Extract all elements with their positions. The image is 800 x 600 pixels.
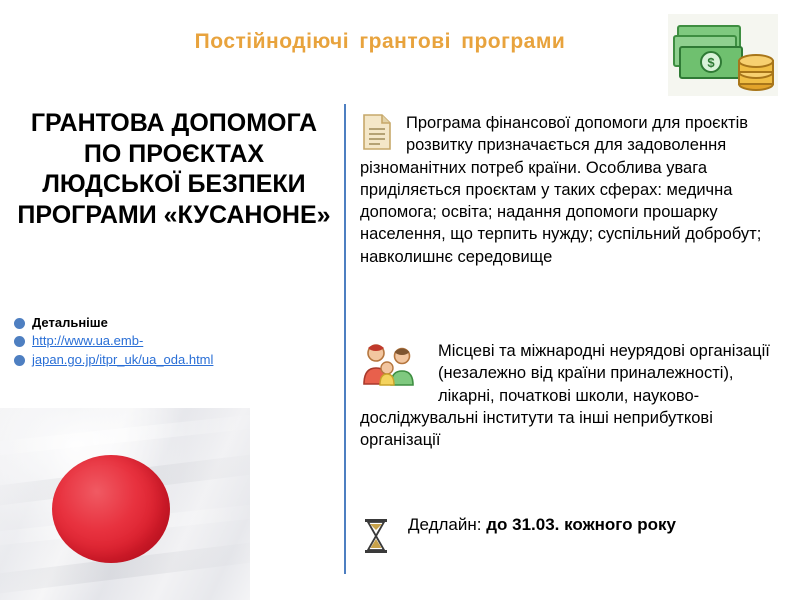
details-label-row — [14, 315, 334, 331]
embassy-link-part-2[interactable]: japan.go.jp/itpr_uk/ua_oda.html — [32, 352, 214, 368]
deadline-label: Дедлайн: — [408, 515, 482, 534]
details-label: Детальніше — [32, 315, 108, 330]
link-row-2[interactable] — [14, 352, 334, 369]
left-heading: ГРАНТОВА ДОПОМОГА ПО ПРОЄКТАХ ЛЮДСЬКОЇ БЕЗПЕКИ ПРОГРАМИ «КУСАНОНЕ» — [17, 109, 331, 229]
bullet-dot-icon — [14, 355, 25, 366]
info-block-program — [360, 112, 778, 268]
bullet-dot-icon — [14, 318, 25, 329]
eligibility-description: Місцеві та міжнародні неурядові організації (незалежно від країни приналежності), лікарні, початкові школи, науково-досліджувальні інститути та інші неприбуткові організації — [360, 342, 770, 450]
deadline-text — [408, 515, 676, 535]
program-description: Програма фінансової допомоги для проєктів розвитку призначається для задоволення різноманітних потреб країни. Особлива увага приділяється проєктам у таких сферах: медична допомога; освіта; надання допомоги прошарку населення, що терпить нужду; суспільний добробут; навколишнє середовище — [360, 114, 762, 266]
money-cash-coins-icon — [668, 14, 778, 96]
page-title: Постійнодіючі грантові програми — [194, 30, 566, 53]
icon-spacer — [360, 112, 406, 154]
link-row-1[interactable] — [14, 333, 334, 350]
deadline-row — [360, 515, 778, 535]
japan-flag-image — [0, 408, 250, 600]
svg-text:$: $ — [707, 55, 715, 70]
column-divider — [344, 104, 346, 574]
info-block-deadline — [360, 515, 778, 535]
info-block-eligibility — [360, 340, 778, 451]
flag-red-disc — [52, 455, 170, 563]
details-links — [14, 315, 334, 371]
icon-spacer — [360, 340, 438, 386]
embassy-link-part-1[interactable]: http://www.ua.emb- — [32, 333, 144, 349]
deadline-value: до 31.03. кожного року — [486, 515, 676, 534]
bullet-dot-icon — [14, 336, 25, 347]
